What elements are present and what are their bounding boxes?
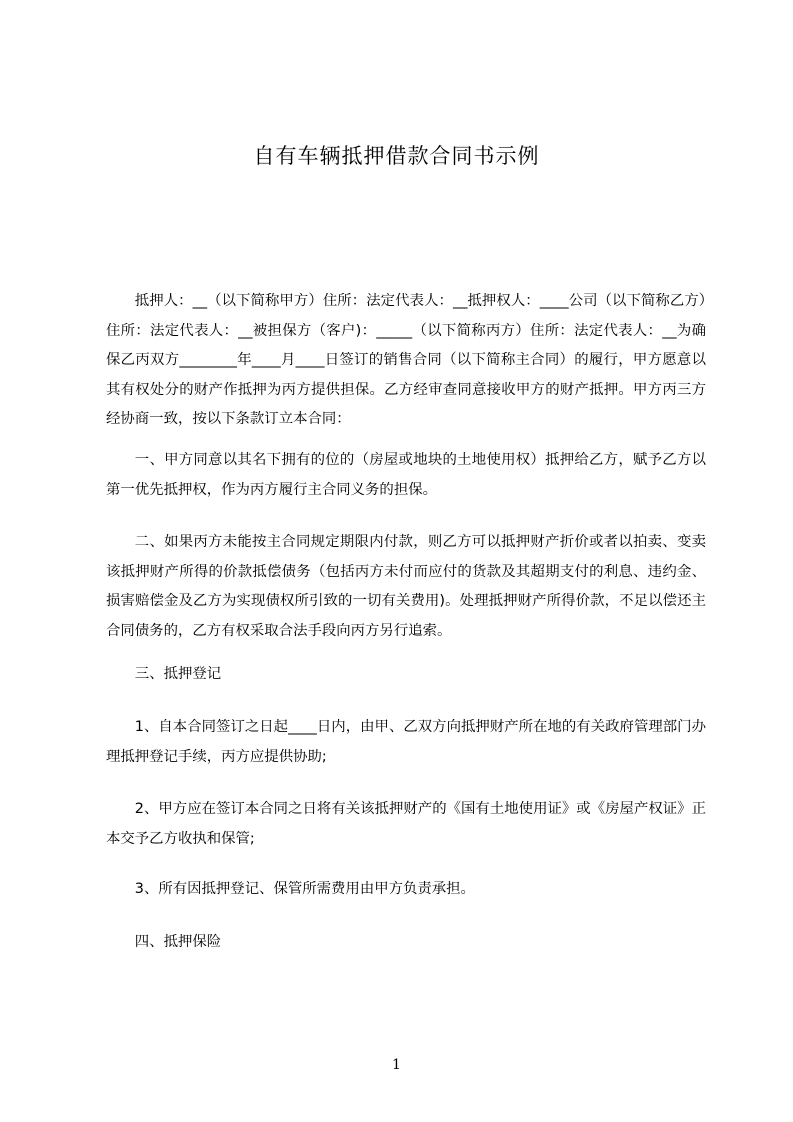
paragraph-clause-3-2: 2、甲方应在签订本合同之日将有关该抵押财产的《国有土地使用证》或《房屋产权证》正本交予乙方收执和保管; bbox=[106, 801, 706, 847]
paragraph-clause-2: 二、如果丙方未能按主合同规定期限内付款，则乙方可以抵押财产折价或者以拍卖、变卖该抵押财产所得的价款抵偿债务（包括丙方未付而应付的货款及其超期支付的利息、违约金、损害赔偿金及乙方为实现债权所引致的一切有关费用)。处理抵押财产所得价款，不足以偿还主合同债务的，乙方有权采取合法手段向丙方另行追索。 bbox=[106, 534, 706, 639]
paragraph-clause-3-3: 3、所有因抵押登记、保管所需费用由甲方负责承担。 bbox=[134, 881, 475, 897]
heading-clause-4: 四、抵押保险 bbox=[134, 934, 222, 950]
paragraph-parties: 抵押人：__（以下简称甲方）住所：法定代表人：__抵押权人：____公司（以下简称乙方）住所：法定代表人：__被担保方（客户)：_____（以下简称丙方）住所：法定代表人：__为确保乙丙双方________年____月____日签订的销售合同（以下简称主合同）的履行，甲方愿意以其有权处分的财产作抵押为丙方提供担保。乙方经审查同意接收甲方的财产抵押。甲方丙三方经协商一致，按以下条款订立本合同： bbox=[106, 293, 706, 427]
page-number: 1 bbox=[392, 1057, 401, 1073]
heading-clause-3: 三、抵押登记 bbox=[134, 666, 222, 682]
document-title: 自有车辆抵押借款合同书示例 bbox=[253, 144, 540, 168]
paragraph-clause-3-1: 1、自本合同签订之日起____日内，由甲、乙双方向抵押财产所在地的有关政府管理部门办理抵押登记手续，丙方应提供协助; bbox=[106, 719, 706, 765]
paragraph-clause-1: 一、甲方同意以其名下拥有的位的（房屋或地块的土地使用权）抵押给乙方，赋予乙方以第一优先抵押权，作为丙方履行主合同义务的担保。 bbox=[106, 452, 706, 498]
